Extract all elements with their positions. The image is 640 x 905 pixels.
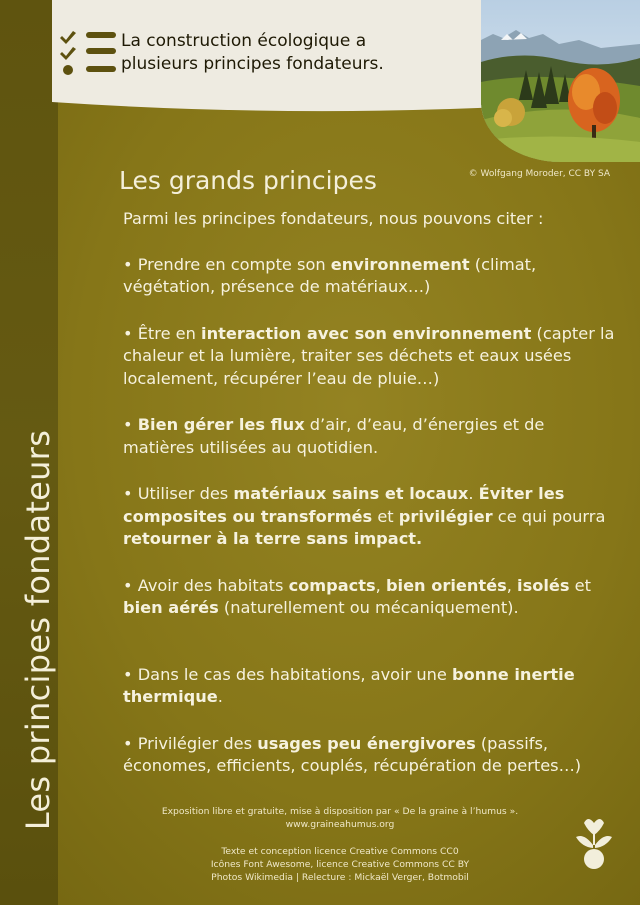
intro-text: Parmi les principes fondateurs, nous pouvons citer :	[123, 209, 544, 228]
photo-credit: © Wolfgang Moroder, CC BY SA	[468, 169, 610, 179]
footer-line: Texte et conception licence Creative Commons CC0	[221, 846, 459, 857]
footer	[130, 805, 550, 884]
sidebar-title: Les principes fondateurs	[19, 429, 57, 831]
principle-item	[123, 254, 618, 299]
principle-text: (climat, végétation, présence de matériaux…)	[123, 254, 537, 296]
principle-emphasis: privilégier	[398, 506, 493, 526]
principles-content	[123, 208, 618, 778]
principle-text: (passifs, économes, efficients, couplés, récupération de pertes…)	[123, 733, 582, 775]
principle-emphasis: retourner à la terre sans impact.	[123, 529, 423, 548]
principle-text: ,	[506, 575, 518, 595]
sprout-logo-icon	[574, 815, 614, 871]
footer-line: Exposition libre et gratuite, mise à disposition par « De la graine à l’humus ».	[161, 806, 519, 817]
landscape-photo	[481, 0, 640, 162]
principle-item	[123, 664, 618, 709]
footer-line: Icônes Font Awesome, licence Creative Commons CC BY	[210, 859, 470, 870]
principle-text: (capter la chaleur et la lumière, traiter ses déchets et eaux usées localement, récupérer l’eau de pluie…)	[123, 323, 615, 388]
principle-text: et	[569, 575, 591, 595]
header-line: La construction écologique a	[121, 31, 367, 51]
principle-item	[123, 323, 618, 391]
principle-emphasis: matériaux sains et locaux	[233, 484, 469, 503]
principle-text: • Avoir des habitats	[123, 575, 289, 595]
principle-item	[123, 575, 618, 620]
principle-text: et	[372, 506, 399, 526]
principle-text: d’air, d’eau, d’énergies et de matières utilisées au quotidien.	[123, 415, 545, 457]
principles-list	[123, 254, 618, 778]
principle-emphasis: bonne inertie thermique	[123, 664, 575, 706]
principle-text: .	[217, 687, 223, 706]
footer-url: www.graineahumus.org	[285, 819, 395, 830]
principle-text: .	[468, 484, 479, 503]
principle-emphasis: bien orientés	[385, 575, 507, 595]
principle-emphasis: interaction avec son environnement	[201, 323, 532, 343]
header-text	[121, 30, 421, 76]
principle-emphasis: Bien gérer les flux	[137, 415, 305, 434]
principle-text: ce qui pourra	[492, 506, 606, 526]
footer-line: Photos Wikimedia | Relecture : Mickaël Verger, Botmobil	[211, 872, 469, 883]
principle-emphasis: isolés	[517, 575, 570, 595]
principle-emphasis: bien aérés	[123, 598, 219, 617]
header-line: plusieurs principes fondateurs.	[121, 54, 384, 74]
principle-emphasis: usages peu énergivores	[257, 733, 476, 753]
sidebar-title-container	[8, 420, 68, 840]
principle-text: •	[123, 415, 138, 434]
principle-text: • Utiliser des	[123, 484, 234, 503]
principle-text: • Être en	[123, 323, 202, 343]
principle-text: • Privilégier des	[123, 733, 258, 753]
principle-item	[123, 483, 618, 551]
checklist-icon	[60, 28, 118, 78]
principle-emphasis: environnement	[330, 254, 470, 274]
section-title: Les grands principes	[119, 166, 377, 195]
principle-text: • Dans le cas des habitations, avoir une	[123, 664, 453, 684]
principle-emphasis: Éviter les composites ou transformés	[123, 484, 565, 526]
principle-text: ,	[375, 575, 386, 595]
principle-item	[123, 733, 618, 778]
principle-emphasis: compacts	[288, 575, 376, 595]
principle-item	[123, 414, 618, 459]
principle-text: (naturellement ou mécaniquement).	[218, 598, 519, 617]
principle-text: • Prendre en compte son	[123, 254, 331, 274]
